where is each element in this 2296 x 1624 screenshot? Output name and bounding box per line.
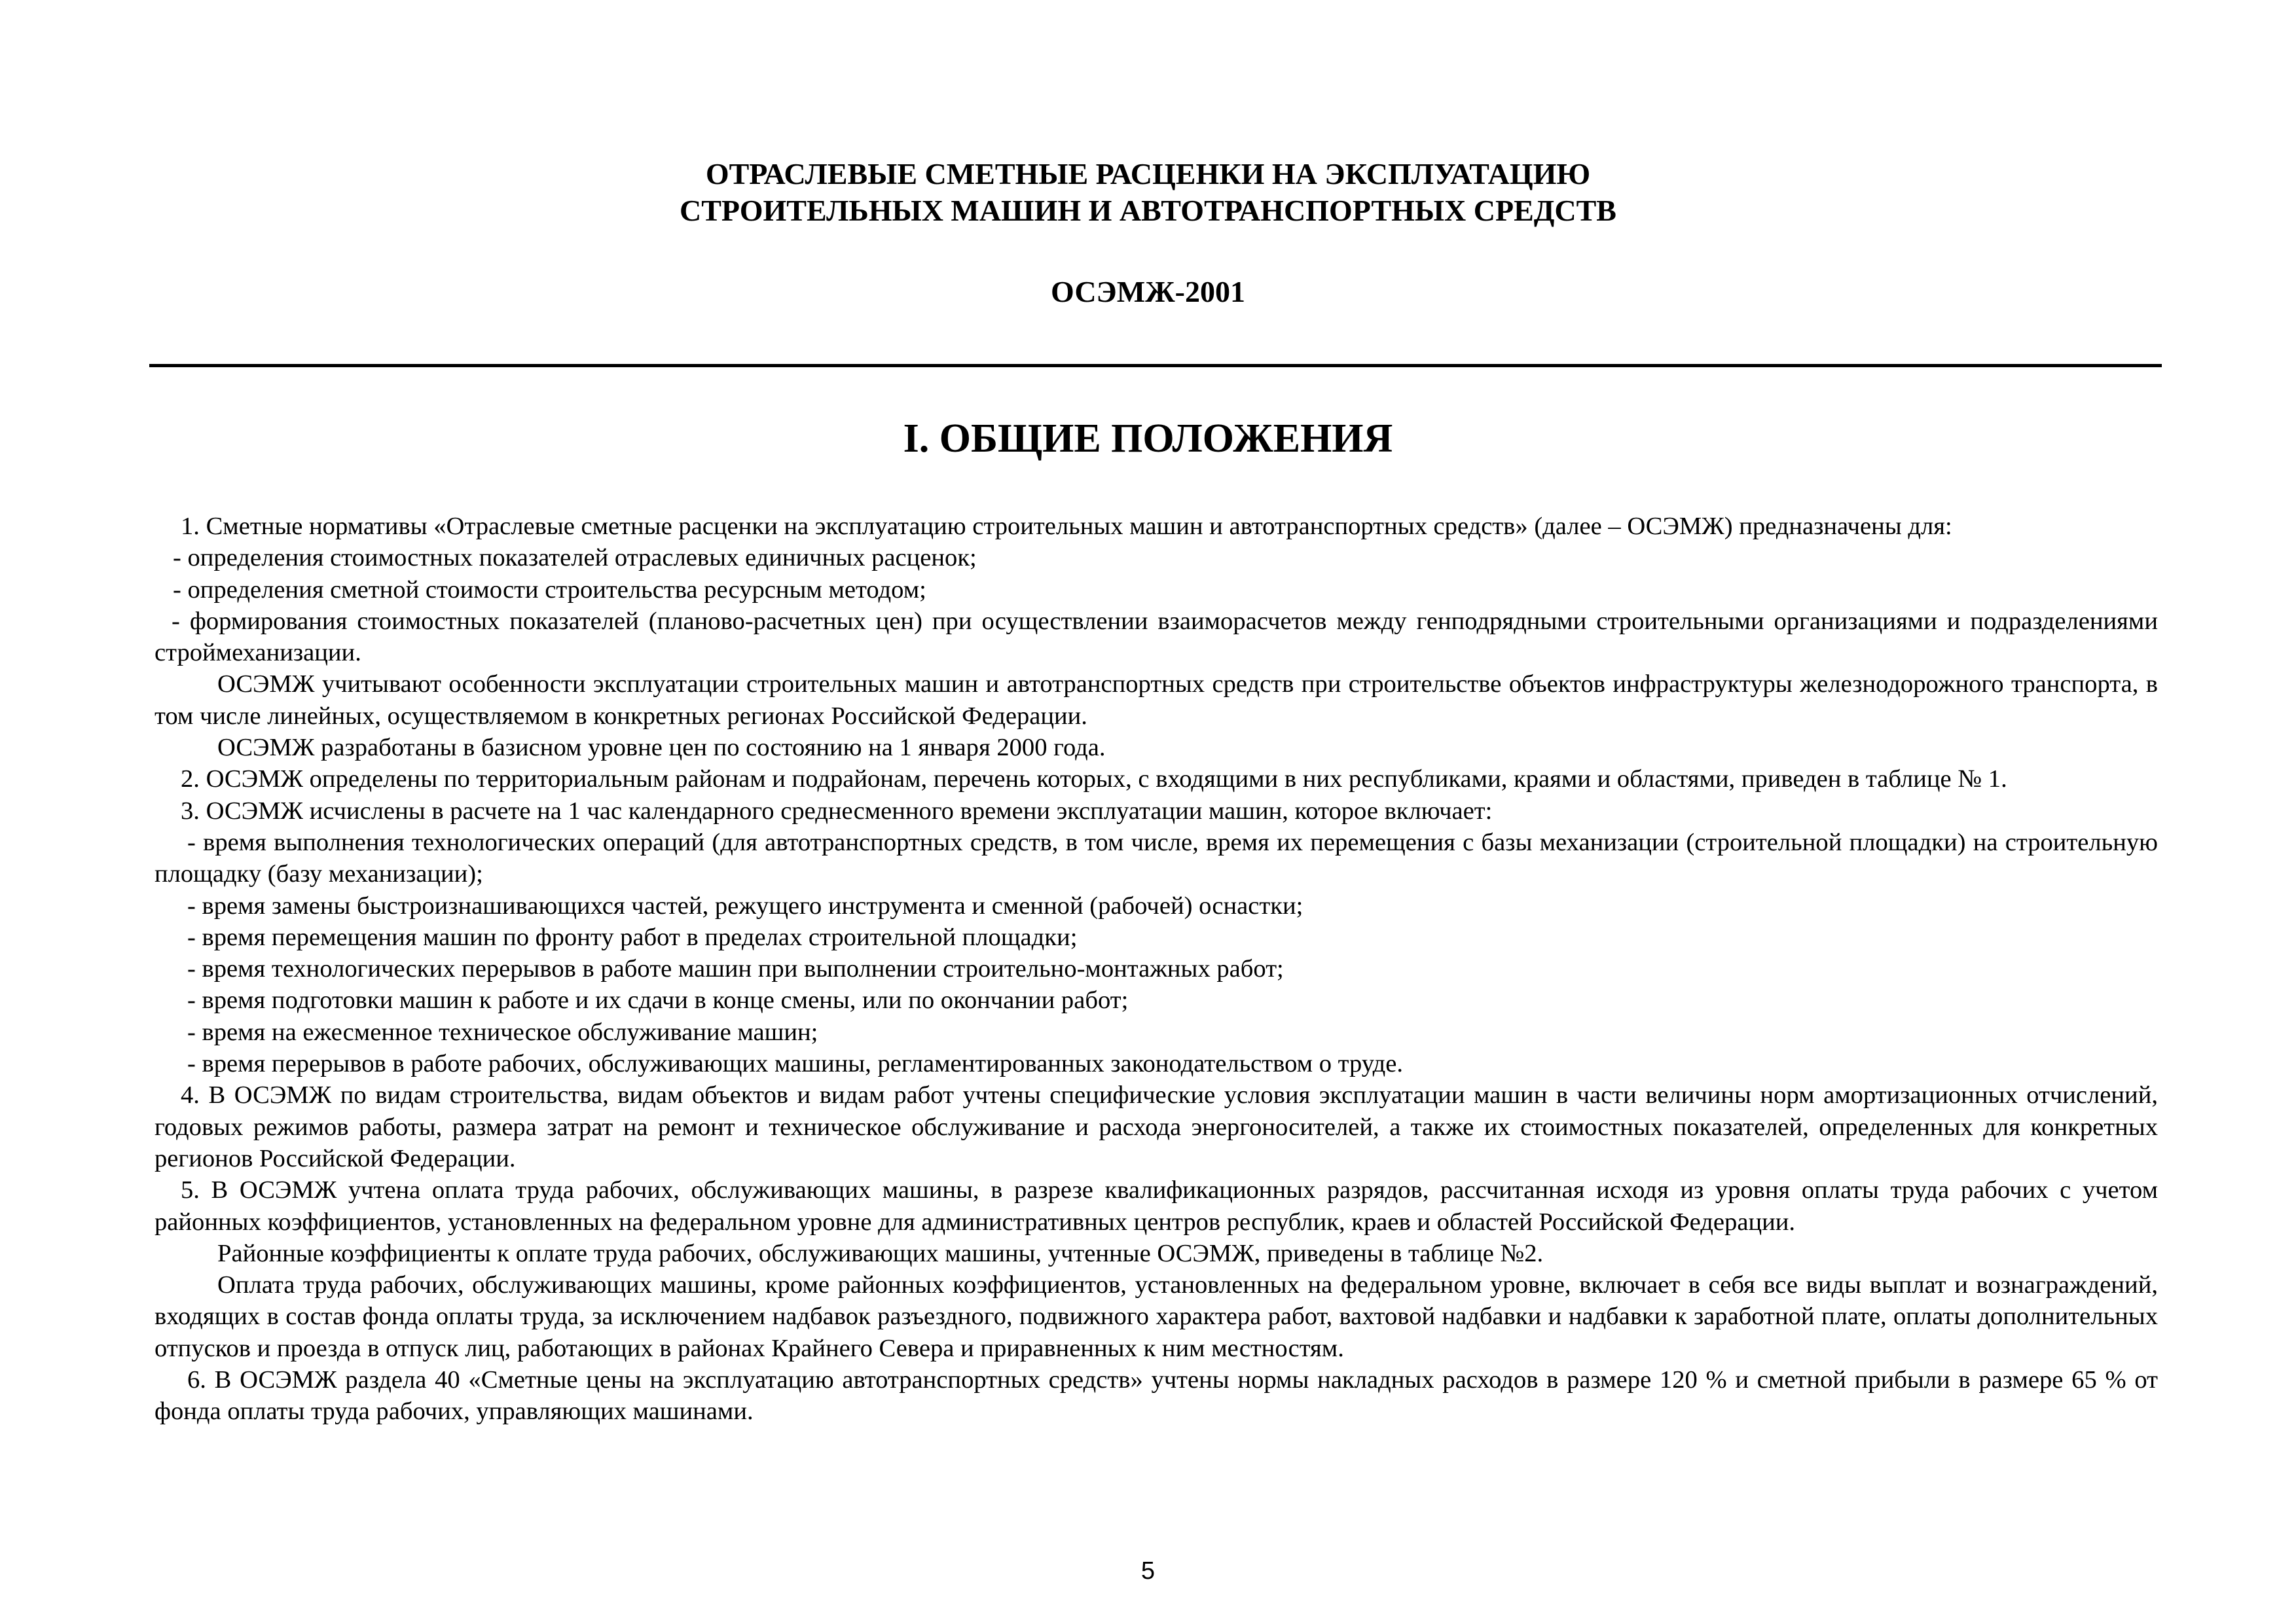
list-item: - время подготовки машин к работе и их сдачи в конце смены, или по окончании работ;: [187, 986, 1129, 1015]
list-item: - время замены быстроизнашивающихся частей, режущего инструмента и сменной (рабочей) оснастки;: [187, 892, 1303, 920]
paragraph-3: 3. ОСЭМЖ исчислены в расчете на 1 час календарного среднесменного времени эксплуатации машин, которое включает:: [181, 797, 1493, 825]
list-item: - определения стоимостных показателей отраслевых единичных расценок;: [173, 544, 977, 572]
list-item: - время технологических перерывов в работе машин при выполнении строительно-монтажных работ;: [187, 955, 1284, 983]
paragraph-6: 6. В ОСЭМЖ раздела 40 «Сметные цены на эксплуатацию автотранспортных средств» учтены нормы накладных расходов в размере 120 % и сметной прибыли в размере 65 % от фонда оплаты труда рабочих, управляющих машинами.: [155, 1366, 2158, 1426]
paragraph-1: 1. Сметные нормативы «Отраслевые сметные расценки на эксплуатацию строительных машин и автотранспортных средств» (далее – ОСЭМЖ) предназначены для:: [181, 513, 1952, 540]
document-title-line-2: СТРОИТЕЛЬНЫХ МАШИН И АВТОТРАНСПОРТНЫХ СРЕДСТВ: [680, 194, 1616, 227]
paragraph: Оплата труда рабочих, обслуживающих машины, кроме районных коэффициентов, установленных на федеральном уровне, включает в себя все виды выплат и вознаграждений, входящих в состав фонда оплаты труда, за исключением надбавок разъездного, подвижного характера работ, вахтовой надбавки и надбавки к заработной плате, оплаты дополнительных отпусков и проезда в отпуск лиц, работающих в районах Крайнего Севера и приравненных к ним местностям.: [155, 1271, 2158, 1362]
paragraph-4: 4. В ОСЭМЖ по видам строительства, видам объектов и видам работ учтены специфические условия эксплуатации машин в части величины норм амортизационных отчислений, годовых режимов работы, размера затрат на ремонт и техническое обслуживание и расхода энергоносителей, а также их стоимостных показателей, определенных для конкретных регионов Российской Федерации.: [155, 1081, 2158, 1172]
list-item: - время перерывов в работе рабочих, обслуживающих машины, регламентированных законодательством о труде.: [187, 1050, 1404, 1078]
list-item: - время на ежесменное техническое обслуживание машин;: [187, 1018, 818, 1046]
paragraph: ОСЭМЖ разработаны в базисном уровне цен по состоянию на 1 января 2000 года.: [217, 734, 1106, 762]
list-item: - формирования стоимостных показателей (планово-расчетных цен) при осуществлении взаиморасчетов между генподрядными строительными организациями и подразделениями строймеханизации.: [155, 607, 2158, 667]
paragraph: ОСЭМЖ учитывают особенности эксплуатации строительных машин и автотранспортных средств при строительстве объектов инфраструктуры железнодорожного транспорта, в том числе линейных, осуществляемом в конкретных регионах Российской Федерации.: [155, 670, 2158, 730]
paragraph-2: 2. ОСЭМЖ определены по территориальным районам и подрайонам, перечень которых, с входящими в них республиками, краями и областями, приведен в таблице № 1.: [181, 765, 2007, 793]
document-code: ОСЭМЖ-2001: [1051, 275, 1245, 308]
list-item: - определения сметной стоимости строительства ресурсным методом;: [173, 575, 926, 604]
list-item: - время выполнения технологических операций (для автотранспортных средств, в том числе, время их перемещения с базы механизации (строительной площадки) на строительную площадку (базу механизации);: [155, 828, 2158, 888]
page-number: 5: [1140, 1557, 1156, 1585]
list-item: - время перемещения машин по фронту работ в пределах строительной площадки;: [187, 923, 1078, 951]
paragraph-5: 5. В ОСЭМЖ учтена оплата труда рабочих, обслуживающих машины, в разрезе квалификационных разрядов, рассчитанная исходя из уровня оплаты труда рабочих с учетом районных коэффициентов, установленных на федеральном уровне для административных центров республик, краев и областей Российской Федерации.: [155, 1176, 2158, 1236]
paragraph: Районные коэффициенты к оплате труда рабочих, обслуживающих машины, учтенные ОСЭМЖ, приведены в таблице №2.: [217, 1239, 1544, 1267]
section-heading: I. ОБЩИЕ ПОЛОЖЕНИЯ: [903, 416, 1393, 461]
header-divider: [149, 364, 2162, 367]
section-body: [155, 511, 2158, 1428]
document-title-line-1: ОТРАСЛЕВЫЕ СМЕТНЫЕ РАСЦЕНКИ НА ЭКСПЛУАТАЦИЮ: [705, 157, 1591, 190]
